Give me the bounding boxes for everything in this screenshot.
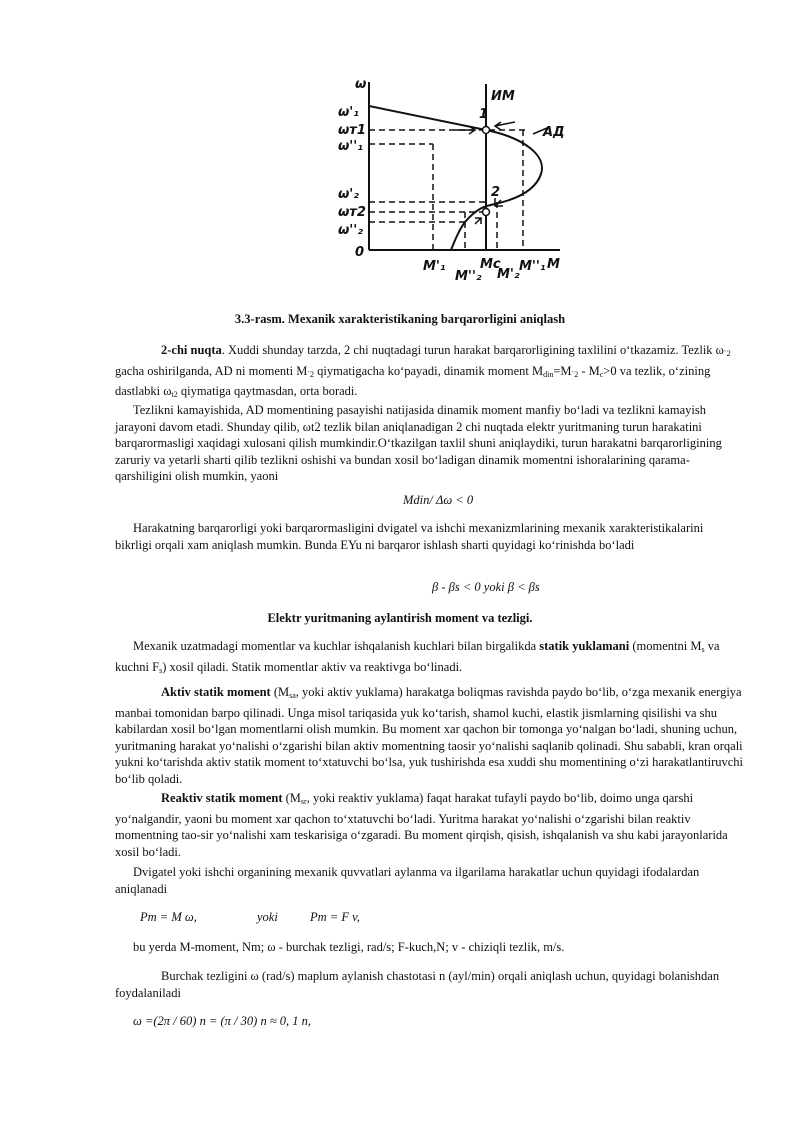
- paragraph-point-2: [115, 342, 743, 404]
- p4-bold: statik yuklamani: [539, 639, 630, 653]
- p5-bold: Aktiv statik moment: [161, 685, 271, 699]
- p1-sub-d: `2: [571, 369, 579, 379]
- p6-bold: Reaktiv statik moment: [161, 791, 283, 805]
- section-heading: Elektr yuritmaning aylantirish moment va tezligi.: [267, 611, 533, 625]
- p5-text-c: , yoki aktiv yuklama) harakatga boliqmas ravishda paydo bo‘lib, o‘zga mexanik energiya manbai tomonidan barpo qilinadi. Unga misol tariqasida yuk ko‘tarish, shamol kuchi, elastik jismlarning qisilishi va shu kabilardan xosil bo‘lgan momentlarni olish mumkin. Bu moment xar qachon bir tomonga yo‘nalgan bo‘ladi, shuning uchun, yuritmaning harakat yo‘nalishi o‘zgarishi bilan aktiv momentning taosir yo‘nalishi saqlanib qolinadi. Shu sababli, kran orqali yukni ko‘tarishda aktiv statik moment to‘xtatuvchi bo‘lsa, yuk tushirishda esa xuddi shu momentining o‘zi harakatlantiruvchi bo‘lib qoladi.: [115, 685, 744, 786]
- p1-sub-a: `2: [723, 349, 731, 358]
- label-point-2: 2: [491, 185, 501, 200]
- arrows: [455, 122, 547, 224]
- paragraph-static-load: [115, 638, 743, 679]
- p4-sub-b: s: [159, 665, 163, 675]
- label-zero: 0: [355, 245, 365, 260]
- p6-text-c: , yoki reaktiv yuklama) faqat harakat tufayli paydo bo‘lib, doimo unga qarshi yo‘nalgandir, yaoni bu moment xar qachon to‘xtatuvchi bo‘ladi. Yuritma harakat yo‘nalishi o‘zgarishi bilan reaktiv momentning tao-sir yo‘nalishi xam teskarisiga o‘zgaradi. Bu moment qirqish, qisish, ishqalanish va shu kabi jarayonlarida xosil bo‘ladi.: [115, 791, 728, 859]
- p6-text-b: (M: [282, 791, 301, 805]
- paragraph-mechanical-power: Dvigatel yoki ishchi organining mexanik quvvatlari aylanma va ilgarilama harakatlar uchun quyidagi ifodalardan aniqlanadi: [115, 865, 700, 896]
- label-IM: ИМ: [491, 89, 515, 104]
- label-omega1-prime: ω'₁: [338, 105, 359, 120]
- label-omega-t2: ωт2: [338, 205, 366, 220]
- p1-text-f: >0 va tezlik, o‘zining dastlabki ω: [115, 363, 711, 398]
- paragraph-active-static-moment: [115, 684, 743, 787]
- label-point-1: 1: [479, 107, 489, 122]
- p5-sub: sa: [289, 691, 296, 700]
- p1-text-c: qiymatigacha ko‘payadi, dinamik moment M: [314, 363, 544, 378]
- p1-sub-c: din: [543, 369, 554, 379]
- p4-sub-a: s: [701, 645, 705, 654]
- p6-sub: sr: [300, 797, 307, 806]
- figure-caption: 3.3-rasm. Mexanik xarakteristikaning barqarorligini aniqlash: [234, 312, 566, 326]
- label-AD: АД: [543, 125, 565, 140]
- mechanical-characteristic-figure: [335, 72, 575, 290]
- label-M1-prime: M'₁: [423, 259, 446, 274]
- formula-or: yoki: [257, 910, 278, 924]
- p4-text-d: va kuchni F: [115, 639, 720, 674]
- label-omega: ω: [355, 77, 367, 92]
- paragraph-speed-decrease: Tezlikni kamayishida, AD momentining pasayishi natijasida dinamik moment manfiy bo‘ladi va tezlikni kamayish jarayoni davom etadi. Shunday qilib, ωt2 tezlik bilan aniqlanadigan 2 chi nuqtada elektr yuritmaning turun harakatini barqarormasligi xaqidagi xulosani qilish mumkindir.O‘tkazilgan taxlil shuni aniqlaydiki, turun harakatni barqarorligining zaruriy va yetarli sharti qilib tezlikni oshishi va bundan xosil bo‘ladigan dinamik momentni ishoralarining qarama-qarshiligini olish mumkin, yaoni: [115, 403, 722, 483]
- paragraph-reactive-static-moment: [115, 790, 743, 860]
- label-omega2-double-prime: ω''₂: [338, 223, 363, 238]
- formula-power-rotational: Pm = M ω,: [140, 910, 197, 924]
- p1-sub-f: t2: [171, 390, 178, 399]
- paragraph-lead: 2-chi nuqta: [161, 343, 222, 357]
- p1-text-e: - M: [578, 363, 600, 378]
- paragraph-symbol-definitions: bu yerda M-moment, Nm; ω - burchak tezligi, rad/s; F-kuch,N; v - chiziqli tezlik, m/s.: [133, 940, 565, 954]
- p4-text-c: (momentni M: [629, 639, 702, 653]
- p4-text-a: Mexanik uzatmadagi momentlar va kuchlar ishqalanish kuchlari bilan birgalikda: [133, 639, 540, 653]
- label-omega1-double-prime: ω''₁: [338, 139, 363, 154]
- label-M2-prime: M'₂: [497, 267, 520, 282]
- p4-text-e: ) xosil qiladi. Statik momentlar aktiv va reaktivga bo‘linadi.: [162, 659, 463, 674]
- p5-text-b: (M: [270, 685, 290, 699]
- paragraph-stiffness: Harakatning barqarorligi yoki barqarormasligini dvigatel va ishchi mexanizmlarining mexanik xarakteristikalarini bikrligi orqali xam aniqlash mumkin. Bunda EYu ni barqaror ishlash sharti quyidagi ko‘rinishda bo‘ladi: [115, 521, 704, 552]
- label-M: M: [547, 257, 560, 272]
- p1-text-d: =M: [553, 363, 572, 378]
- figure-svg: [335, 72, 575, 290]
- label-M1-double-prime: M''₁: [519, 259, 546, 274]
- label-omega2-prime: ω'₂: [338, 187, 359, 202]
- formula-stability-condition: Mdin/ Δω < 0: [403, 493, 474, 507]
- ad-characteristic-curve: [369, 106, 542, 250]
- dashed-guides: [369, 130, 525, 250]
- formula-stiffness-condition: β - βs < 0 yoki β < βs: [432, 580, 540, 594]
- p1-sub-e: c: [599, 369, 604, 379]
- label-M2-double-prime: M''₂: [455, 269, 482, 284]
- p1-sub-b: `2: [307, 369, 314, 379]
- p1-text-b: gacha oshirilganda, AD ni momenti M: [115, 363, 308, 378]
- formula-power-linear: Pm = F v,: [310, 910, 360, 924]
- formula-angular-speed: ω =(2π / 60) n = (π / 30) n ≈ 0, 1 n,: [133, 1014, 312, 1028]
- p1-text-g: qiymatiga qaytmasdan, orta boradi.: [177, 384, 358, 398]
- label-omega-t1: ωт1: [338, 123, 366, 138]
- paragraph-angular-speed: Burchak tezligini ω (rad/s) maplum aylanish chastotasi n (ayl/min) orqali aniqlash uchun, quyidagi bolanishdan foydalaniladi: [115, 969, 720, 1000]
- equilibrium-point-1: [483, 127, 490, 134]
- p1-text-a: . Xuddi shunday tarzda, 2 chi nuqtadagi turun harakat barqarorligining taxlilini o‘tkazamiz. Tezlik ω: [221, 343, 724, 357]
- label-Mc: Mc: [480, 257, 501, 272]
- equilibrium-point-2: [483, 209, 490, 216]
